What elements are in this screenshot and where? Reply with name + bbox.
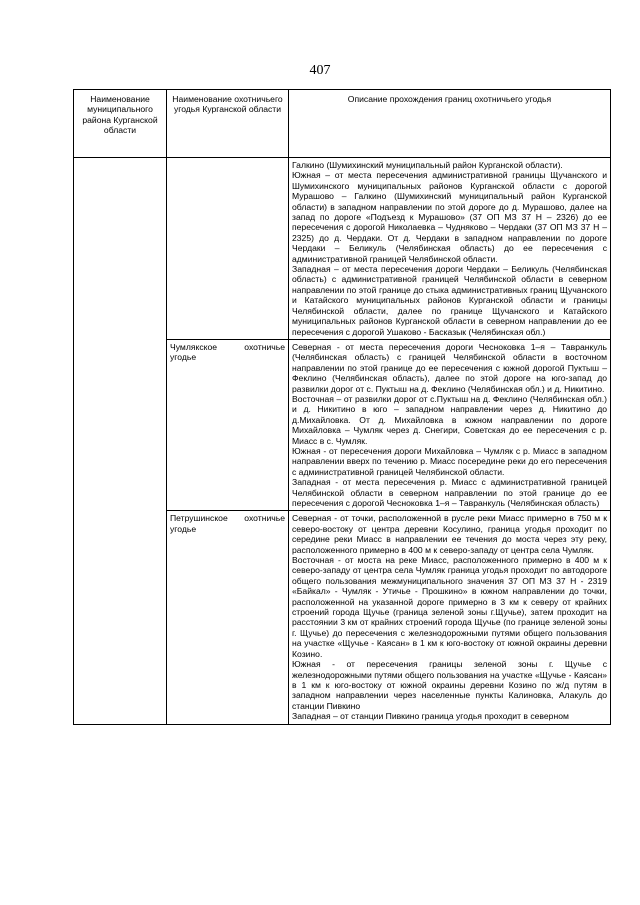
header-hunting-ground: Наименование охотничьего угодья Курганской области bbox=[167, 90, 289, 158]
description-paragraph: Северная - от места пересечения дороги Чесноковка 1–я – Тавранкуль (Челябинская область) с границей Челябинской области в восточном направлении по этой границе до ее пересечения с южной дорогой Пуктыш – Феклино (Челябинская область), далее по этой дороге на юго-запад до развилки дорог от с. Пуктыш на д. Феклино (Челябинская обл.) и д. Никитино. bbox=[292, 341, 607, 394]
district-cell bbox=[74, 158, 167, 725]
hunting-ground-name: Чумлякское охотничье угодье bbox=[167, 339, 289, 511]
description-paragraph: Северная - от точки, расположенной в русле реки Миасс примерно в 750 м к северо-востоку от центра деревни Косулино, граница угодья проходит по середине реки Миасс в направлении ее течения до моста через эту реку, расположенного примерно в 400 м к северо-западу от центра села Чумляк. bbox=[292, 513, 607, 555]
description-paragraph: Галкино (Шумихинский муниципальный район Курганской области). bbox=[292, 160, 563, 170]
boundary-description bbox=[289, 511, 611, 724]
table-header-row bbox=[74, 90, 611, 158]
description-paragraph: Западная – от места пересечения дороги Чердаки – Беликуль (Челябинская область) с административной границей Челябинской области в северном направлении по этой границе до стыка административных границ Щучанского и Катайского муниципальных районов Курганской области и границы Челябинской области, далее по границе Щучанского и Катайского муниципальных районов Курганской области в северном направлении до ее пересечения с дорогой Ушаково - Басказык (Челябинская обл.) bbox=[292, 264, 607, 337]
header-district: Наименование муниципального района Курганской области bbox=[74, 90, 167, 158]
table-row bbox=[74, 158, 611, 340]
hunting-ground-name: Петрушинское охотничье угодье bbox=[167, 511, 289, 724]
description-paragraph: Западная - от места пересечения р. Миасс с административной границей Челябинской области в северном направлении по этой границе до ее пересечения с дорогой Чесноковка 1–я – Тавранкуль (Челябинская область) bbox=[292, 477, 607, 508]
description-paragraph: Южная - от пересечения границы зеленой зоны г. Щучье с железнодорожными путями общего пользования на участке «Щучье - Каясан» в 1 км к юго-востоку от южной окраины деревни Козино по ж/д путям в западном направлении через населенные пункты Калиновка, Алакуль до станции Пивкино bbox=[292, 659, 607, 711]
description-paragraph: Восточная – от развилки дорог от с.Пуктыш на д. Феклино (Челябинская обл.) и д. Никитино в юго – западном направлении через д. Никитино до д.Михайловка. От д. Михайловка в южном направлении по дороге Михайловка – Чумляк через д. Снегири, Советская до ее пересечения с р. Миасс в с. Чумляк. bbox=[292, 393, 607, 446]
description-paragraph: Южная - от пересечения дороги Михайловка – Чумляк с р. Миасс в западном направлении вверх по течению р. Миасс посередине реки до его пересечения с административной границей Челябинской области. bbox=[292, 445, 607, 477]
boundary-description bbox=[289, 339, 611, 511]
hunting-grounds-table bbox=[73, 89, 611, 725]
hunting-ground-name bbox=[167, 158, 289, 340]
description-paragraph: Южная – от места пересечения административной границы Щучанского и Шумихинского муниципальных районов Курганской области с дорогой Мурашово – Галкино (Шумихинский муниципальный район Курганской области) в западном направлении по этой дороге до д. Мурашово, далее на запад по дороге «Подъезд к Мурашово» (37 ОП МЗ 37 Н – 2326) до ее пересечения с дорогой Николаевка – Чудняково – Чердаки (37 ОП МЗ 37 Н – 2325) до д. Чердаки. От д. Чердаки в западном направлении по дороге Чердаки – Беликуль (Челябинская область) до ее пересечения с административной границей Челябинской области. bbox=[292, 170, 607, 264]
description-paragraph: Западная – от станции Пивкино граница угодья проходит в северном bbox=[292, 711, 569, 722]
boundary-description bbox=[289, 158, 611, 340]
description-paragraph: Восточная - от моста на реке Миасс, расположенного примерно в 400 м к северо-западу от центра села Чумляк граница угодья проходит по автодороге общего пользования межмуниципального значения 37 ОП МЗ 37 Н - 2319 «Байкал» - Чумляк - Утичье - Прошкино» в южном направлении до точки, расположенной на указанной дороге примерно в 3 км к северу от крайних строений города Щучье (граница зеленой зоны г.Щучье), затем проходит на расстоянии 3 км от крайних строений города Щучье (по границе зеленой зоны г. Щучье) до пересечения с железнодорожными путями общего пользования на участке «Щучье - Каясан» в 1 км к юго-востоку от южной окраины деревни Козино. bbox=[292, 555, 607, 659]
page-number: 407 bbox=[309, 63, 331, 78]
header-boundary-description: Описание прохождения границ охотничьего угодья bbox=[289, 90, 611, 158]
